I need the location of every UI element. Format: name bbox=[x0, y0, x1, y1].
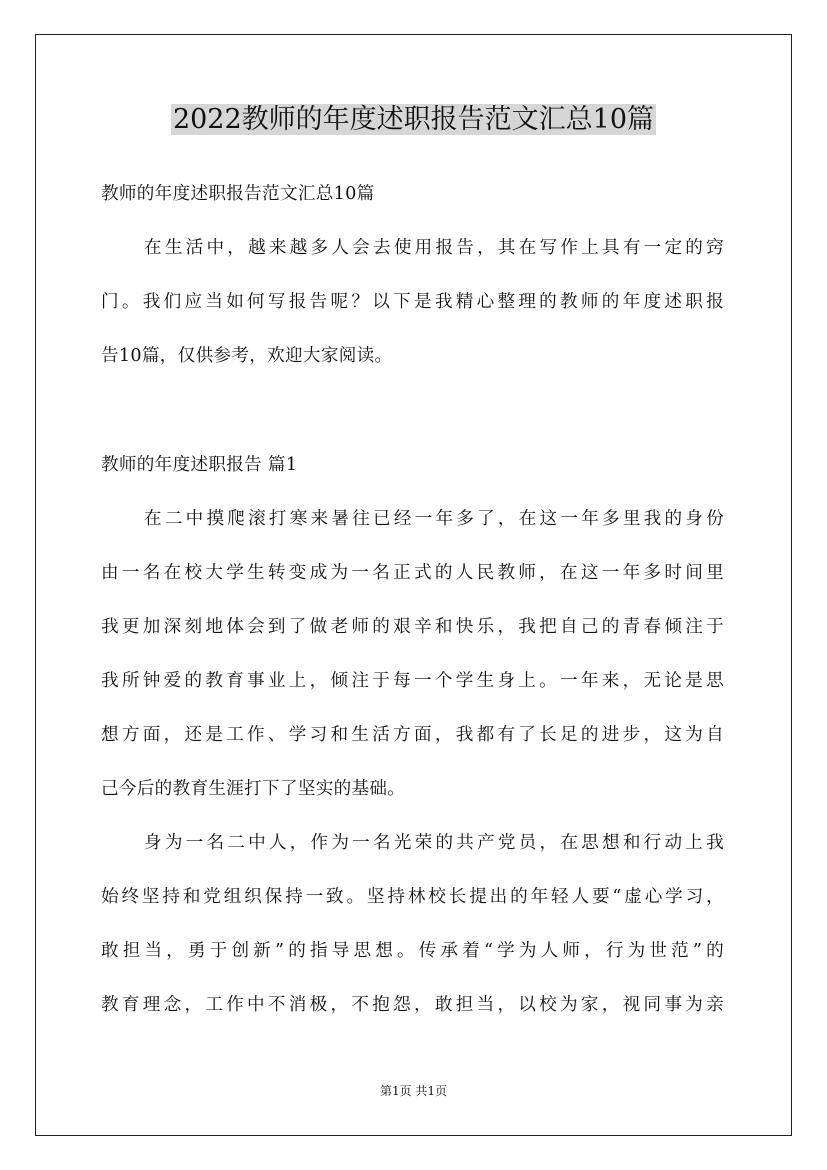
paragraph-line: 我更加深刻地体会到了做老师的艰辛和快乐，我把自己的青春倾注于 bbox=[101, 617, 724, 637]
intro-line: 门。我们应当如何写报告呢？以下是我精心整理的教师的年度述职报 bbox=[101, 292, 724, 312]
paragraph-line: 身为一名二中人，作为一名光荣的共产党员，在思想和行动上我 bbox=[144, 833, 724, 853]
paragraph-line: 始终坚持和党组织保持一致。坚持林校长提出的年轻人要“虚心学习， bbox=[101, 887, 724, 907]
paragraph-line: 敢担当，勇于创新”的指导思想。传承着“学为人师，行为世范”的 bbox=[101, 941, 724, 961]
paragraph-line: 在二中摸爬滚打寒来暑往已经一年多了，在这一年多里我的身份 bbox=[144, 509, 724, 529]
paragraph-line: 由一名在校大学生转变成为一名正式的人民教师，在这一年多时间里 bbox=[101, 563, 724, 583]
paragraph-line: 想方面，还是工作、学习和生活方面，我都有了长足的进步，这为自 bbox=[101, 725, 724, 745]
document-subtitle: 教师的年度述职报告范文汇总10篇 bbox=[101, 184, 375, 204]
document-title-text: 2022教师的年度述职报告范文汇总10篇 bbox=[172, 104, 655, 135]
intro-line: 在生活中，越来越多人会去使用报告，其在写作上具有一定的窍 bbox=[144, 238, 724, 258]
document-title bbox=[0, 100, 827, 140]
paragraph-line: 教育理念，工作中不消极，不抱怨，敢担当，以校为家，视同事为亲 bbox=[101, 995, 724, 1015]
paragraph-line: 己今后的教育生涯打下了坚实的基础。 bbox=[101, 779, 406, 799]
intro-line: 告10篇，仅供参考，欢迎大家阅读。 bbox=[101, 346, 393, 366]
section-heading: 教师的年度述职报告 篇1 bbox=[101, 455, 298, 475]
page-number: 第1页 共1页 bbox=[379, 1084, 448, 1098]
paragraph-line: 我所钟爱的教育事业上，倾注于每一个学生身上。一年来，无论是思 bbox=[101, 671, 724, 691]
